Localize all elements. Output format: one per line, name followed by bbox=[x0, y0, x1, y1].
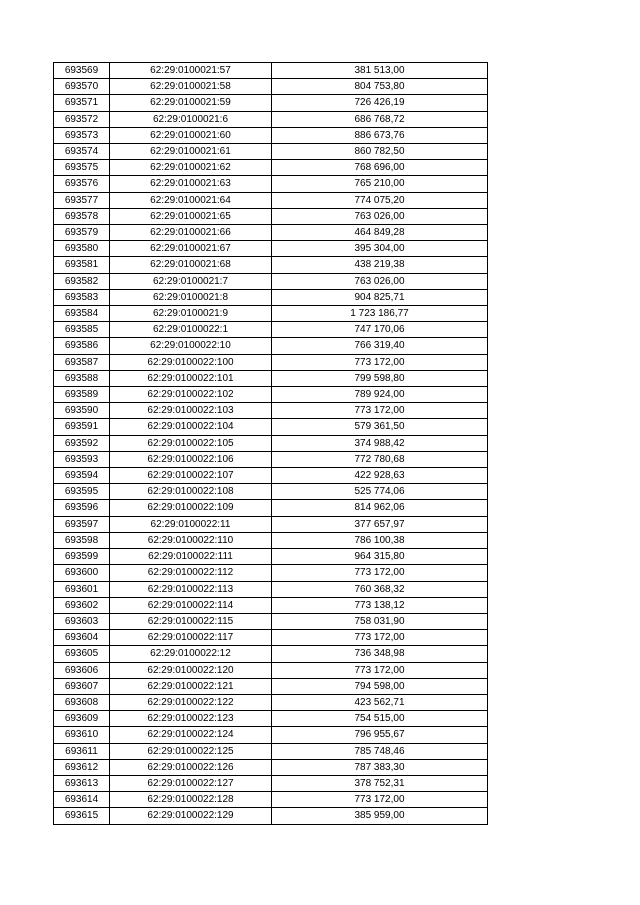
row-number-cell: 693603 bbox=[54, 613, 110, 629]
table-row bbox=[54, 322, 488, 338]
row-number-cell: 693583 bbox=[54, 289, 110, 305]
table-row bbox=[54, 597, 488, 613]
row-number-cell: 693593 bbox=[54, 451, 110, 467]
table-row bbox=[54, 743, 488, 759]
table-row bbox=[54, 727, 488, 743]
cadastral-number-cell: 62:29:0100022:127 bbox=[110, 775, 272, 791]
cadastral-value-cell: 772 780,68 bbox=[272, 451, 488, 467]
table-row bbox=[54, 95, 488, 111]
cadastral-number-cell: 62:29:0100021:67 bbox=[110, 241, 272, 257]
cadastral-value-cell: 886 673,76 bbox=[272, 127, 488, 143]
cadastral-number-cell: 62:29:0100022:101 bbox=[110, 370, 272, 386]
cadastral-value-cell: 773 172,00 bbox=[272, 662, 488, 678]
cadastral-value-cell: 804 753,80 bbox=[272, 79, 488, 95]
table-row bbox=[54, 549, 488, 565]
table-row bbox=[54, 257, 488, 273]
row-number-cell: 693574 bbox=[54, 144, 110, 160]
table-row bbox=[54, 160, 488, 176]
cadastral-value-cell: 754 515,00 bbox=[272, 711, 488, 727]
cadastral-value-cell: 766 319,40 bbox=[272, 338, 488, 354]
table-row bbox=[54, 678, 488, 694]
cadastral-value-cell: 438 219,38 bbox=[272, 257, 488, 273]
cadastral-value-cell: 763 026,00 bbox=[272, 208, 488, 224]
row-number-cell: 693608 bbox=[54, 694, 110, 710]
table-row bbox=[54, 387, 488, 403]
cadastral-value-cell: 904 825,71 bbox=[272, 289, 488, 305]
cadastral-number-cell: 62:29:0100021:59 bbox=[110, 95, 272, 111]
cadastral-value-cell: 395 304,00 bbox=[272, 241, 488, 257]
row-number-cell: 693584 bbox=[54, 306, 110, 322]
table-row bbox=[54, 419, 488, 435]
cadastral-number-cell: 62:29:0100021:66 bbox=[110, 225, 272, 241]
cadastral-number-cell: 62:29:0100021:58 bbox=[110, 79, 272, 95]
row-number-cell: 693599 bbox=[54, 549, 110, 565]
table-row bbox=[54, 662, 488, 678]
row-number-cell: 693576 bbox=[54, 176, 110, 192]
row-number-cell: 693600 bbox=[54, 565, 110, 581]
cadastral-value-cell: 773 138,12 bbox=[272, 597, 488, 613]
cadastral-number-cell: 62:29:0100022:117 bbox=[110, 630, 272, 646]
row-number-cell: 693591 bbox=[54, 419, 110, 435]
cadastral-value-cell: 768 696,00 bbox=[272, 160, 488, 176]
cadastral-number-cell: 62:29:0100022:121 bbox=[110, 678, 272, 694]
row-number-cell: 693571 bbox=[54, 95, 110, 111]
cadastral-number-cell: 62:29:0100022:120 bbox=[110, 662, 272, 678]
table-row bbox=[54, 306, 488, 322]
cadastral-value-cell: 773 172,00 bbox=[272, 630, 488, 646]
cadastral-number-cell: 62:29:0100022:123 bbox=[110, 711, 272, 727]
row-number-cell: 693605 bbox=[54, 646, 110, 662]
cadastral-value-cell: 773 172,00 bbox=[272, 403, 488, 419]
row-number-cell: 693582 bbox=[54, 273, 110, 289]
cadastral-value-cell: 763 026,00 bbox=[272, 273, 488, 289]
cadastral-number-cell: 62:29:0100022:114 bbox=[110, 597, 272, 613]
row-number-cell: 693596 bbox=[54, 500, 110, 516]
cadastral-number-cell: 62:29:0100021:68 bbox=[110, 257, 272, 273]
cadastral-value-cell: 1 723 186,77 bbox=[272, 306, 488, 322]
table-row bbox=[54, 176, 488, 192]
table-body bbox=[54, 63, 488, 825]
row-number-cell: 693586 bbox=[54, 338, 110, 354]
table-row bbox=[54, 484, 488, 500]
cadastral-number-cell: 62:29:0100022:128 bbox=[110, 792, 272, 808]
table-row bbox=[54, 127, 488, 143]
table-row bbox=[54, 225, 488, 241]
row-number-cell: 693606 bbox=[54, 662, 110, 678]
cadastral-value-cell: 760 368,32 bbox=[272, 581, 488, 597]
cadastral-number-cell: 62:29:0100022:11 bbox=[110, 516, 272, 532]
row-number-cell: 693587 bbox=[54, 354, 110, 370]
cadastral-value-cell: 765 210,00 bbox=[272, 176, 488, 192]
row-number-cell: 693609 bbox=[54, 711, 110, 727]
row-number-cell: 693597 bbox=[54, 516, 110, 532]
cadastral-value-cell: 423 562,71 bbox=[272, 694, 488, 710]
cadastral-value-cell: 787 383,30 bbox=[272, 759, 488, 775]
table-row bbox=[54, 808, 488, 824]
cadastral-number-cell: 62:29:0100021:63 bbox=[110, 176, 272, 192]
table-row bbox=[54, 208, 488, 224]
table-row bbox=[54, 646, 488, 662]
row-number-cell: 693580 bbox=[54, 241, 110, 257]
cadastral-number-cell: 62:29:0100021:65 bbox=[110, 208, 272, 224]
cadastral-value-cell: 377 657,97 bbox=[272, 516, 488, 532]
row-number-cell: 693598 bbox=[54, 532, 110, 548]
table-row bbox=[54, 613, 488, 629]
cadastral-number-cell: 62:29:0100022:12 bbox=[110, 646, 272, 662]
cadastral-number-cell: 62:29:0100022:122 bbox=[110, 694, 272, 710]
cadastral-value-cell: 381 513,00 bbox=[272, 63, 488, 79]
row-number-cell: 693572 bbox=[54, 111, 110, 127]
table-row bbox=[54, 273, 488, 289]
row-number-cell: 693570 bbox=[54, 79, 110, 95]
cadastral-number-cell: 62:29:0100021:64 bbox=[110, 192, 272, 208]
row-number-cell: 693592 bbox=[54, 435, 110, 451]
row-number-cell: 693573 bbox=[54, 127, 110, 143]
cadastral-value-cell: 794 598,00 bbox=[272, 678, 488, 694]
cadastral-number-cell: 62:29:0100021:60 bbox=[110, 127, 272, 143]
cadastral-number-cell: 62:29:0100021:62 bbox=[110, 160, 272, 176]
row-number-cell: 693575 bbox=[54, 160, 110, 176]
row-number-cell: 693589 bbox=[54, 387, 110, 403]
cadastral-value-cell: 686 768,72 bbox=[272, 111, 488, 127]
table-row bbox=[54, 451, 488, 467]
cadastral-number-cell: 62:29:0100022:125 bbox=[110, 743, 272, 759]
cadastral-value-cell: 773 172,00 bbox=[272, 792, 488, 808]
cadastral-number-cell: 62:29:0100022:1 bbox=[110, 322, 272, 338]
cadastral-value-cell: 814 962,06 bbox=[272, 500, 488, 516]
table-row bbox=[54, 532, 488, 548]
row-number-cell: 693614 bbox=[54, 792, 110, 808]
table-row bbox=[54, 565, 488, 581]
table-row bbox=[54, 694, 488, 710]
table-row bbox=[54, 759, 488, 775]
row-number-cell: 693607 bbox=[54, 678, 110, 694]
cadastral-number-cell: 62:29:0100022:112 bbox=[110, 565, 272, 581]
cadastral-number-cell: 62:29:0100021:6 bbox=[110, 111, 272, 127]
cadastral-number-cell: 62:29:0100021:8 bbox=[110, 289, 272, 305]
row-number-cell: 693613 bbox=[54, 775, 110, 791]
cadastral-number-cell: 62:29:0100022:104 bbox=[110, 419, 272, 435]
row-number-cell: 693611 bbox=[54, 743, 110, 759]
cadastral-value-cell: 747 170,06 bbox=[272, 322, 488, 338]
table-row bbox=[54, 289, 488, 305]
cadastral-value-cell: 374 988,42 bbox=[272, 435, 488, 451]
cadastral-number-cell: 62:29:0100021:7 bbox=[110, 273, 272, 289]
table-row bbox=[54, 500, 488, 516]
cadastral-number-cell: 62:29:0100021:9 bbox=[110, 306, 272, 322]
cadastral-number-cell: 62:29:0100021:57 bbox=[110, 63, 272, 79]
table-row bbox=[54, 468, 488, 484]
table-row bbox=[54, 581, 488, 597]
cadastral-number-cell: 62:29:0100022:110 bbox=[110, 532, 272, 548]
cadastral-value-cell: 579 361,50 bbox=[272, 419, 488, 435]
row-number-cell: 693569 bbox=[54, 63, 110, 79]
cadastral-value-cell: 773 172,00 bbox=[272, 565, 488, 581]
cadastral-number-cell: 62:29:0100022:129 bbox=[110, 808, 272, 824]
cadastral-value-cell: 799 598,80 bbox=[272, 370, 488, 386]
cadastral-number-cell: 62:29:0100021:61 bbox=[110, 144, 272, 160]
table-row bbox=[54, 338, 488, 354]
cadastral-value-cell: 796 955,67 bbox=[272, 727, 488, 743]
row-number-cell: 693615 bbox=[54, 808, 110, 824]
table-row bbox=[54, 403, 488, 419]
cadastral-number-cell: 62:29:0100022:113 bbox=[110, 581, 272, 597]
row-number-cell: 693585 bbox=[54, 322, 110, 338]
cadastral-value-cell: 525 774,06 bbox=[272, 484, 488, 500]
cadastral-number-cell: 62:29:0100022:106 bbox=[110, 451, 272, 467]
cadastral-number-cell: 62:29:0100022:115 bbox=[110, 613, 272, 629]
table-row bbox=[54, 192, 488, 208]
cadastral-number-cell: 62:29:0100022:100 bbox=[110, 354, 272, 370]
row-number-cell: 693594 bbox=[54, 468, 110, 484]
table-row bbox=[54, 241, 488, 257]
table-row bbox=[54, 630, 488, 646]
cadastral-number-cell: 62:29:0100022:124 bbox=[110, 727, 272, 743]
cadastral-value-cell: 773 172,00 bbox=[272, 354, 488, 370]
row-number-cell: 693578 bbox=[54, 208, 110, 224]
row-number-cell: 693602 bbox=[54, 597, 110, 613]
row-number-cell: 693579 bbox=[54, 225, 110, 241]
cadastral-value-cell: 385 959,00 bbox=[272, 808, 488, 824]
cadastral-number-cell: 62:29:0100022:108 bbox=[110, 484, 272, 500]
table-row bbox=[54, 792, 488, 808]
table-row bbox=[54, 370, 488, 386]
cadastral-value-table bbox=[53, 62, 488, 825]
cadastral-value-cell: 736 348,98 bbox=[272, 646, 488, 662]
row-number-cell: 693590 bbox=[54, 403, 110, 419]
cadastral-value-cell: 422 928,63 bbox=[272, 468, 488, 484]
cadastral-value-cell: 786 100,38 bbox=[272, 532, 488, 548]
cadastral-value-cell: 789 924,00 bbox=[272, 387, 488, 403]
cadastral-value-cell: 758 031,90 bbox=[272, 613, 488, 629]
cadastral-value-cell: 378 752,31 bbox=[272, 775, 488, 791]
cadastral-number-cell: 62:29:0100022:102 bbox=[110, 387, 272, 403]
table-row bbox=[54, 144, 488, 160]
row-number-cell: 693588 bbox=[54, 370, 110, 386]
table-row bbox=[54, 354, 488, 370]
row-number-cell: 693581 bbox=[54, 257, 110, 273]
table-row bbox=[54, 516, 488, 532]
cadastral-number-cell: 62:29:0100022:103 bbox=[110, 403, 272, 419]
table-row bbox=[54, 63, 488, 79]
cadastral-number-cell: 62:29:0100022:111 bbox=[110, 549, 272, 565]
cadastral-value-cell: 464 849,28 bbox=[272, 225, 488, 241]
cadastral-value-cell: 785 748,46 bbox=[272, 743, 488, 759]
table-row bbox=[54, 711, 488, 727]
cadastral-value-cell: 726 426,19 bbox=[272, 95, 488, 111]
cadastral-value-cell: 964 315,80 bbox=[272, 549, 488, 565]
cadastral-number-cell: 62:29:0100022:10 bbox=[110, 338, 272, 354]
table-row bbox=[54, 775, 488, 791]
row-number-cell: 693577 bbox=[54, 192, 110, 208]
cadastral-number-cell: 62:29:0100022:109 bbox=[110, 500, 272, 516]
cadastral-value-cell: 774 075,20 bbox=[272, 192, 488, 208]
row-number-cell: 693612 bbox=[54, 759, 110, 775]
row-number-cell: 693595 bbox=[54, 484, 110, 500]
cadastral-number-cell: 62:29:0100022:107 bbox=[110, 468, 272, 484]
table-row bbox=[54, 111, 488, 127]
row-number-cell: 693604 bbox=[54, 630, 110, 646]
row-number-cell: 693601 bbox=[54, 581, 110, 597]
table-row bbox=[54, 435, 488, 451]
table-row bbox=[54, 79, 488, 95]
cadastral-value-cell: 860 782,50 bbox=[272, 144, 488, 160]
cadastral-number-cell: 62:29:0100022:126 bbox=[110, 759, 272, 775]
cadastral-number-cell: 62:29:0100022:105 bbox=[110, 435, 272, 451]
row-number-cell: 693610 bbox=[54, 727, 110, 743]
